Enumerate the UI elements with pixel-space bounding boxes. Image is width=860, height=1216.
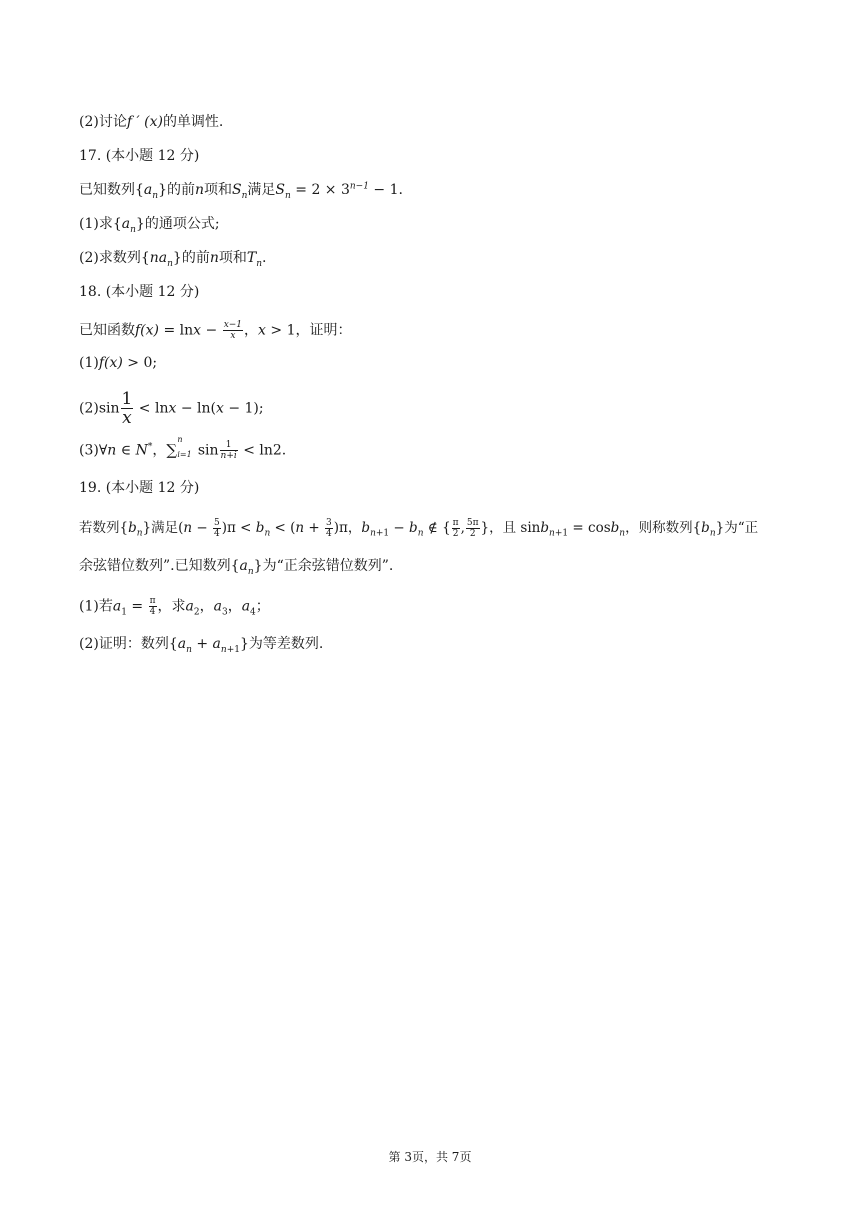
fraction: $\frac{5\pi}{2}$ bbox=[466, 518, 479, 539]
fraction: $\frac{1}{n+i}$ bbox=[220, 440, 237, 461]
q17-part2: (2)求数列$\{na_n\}$的前n项和$T_n$. bbox=[79, 250, 267, 269]
derivative-expr: f ′ (x) bbox=[126, 114, 163, 130]
fraction: $\frac{\pi}{4}$ bbox=[149, 596, 156, 617]
page-footer: 第 3页，共 7页 bbox=[388, 1150, 472, 1164]
q19-part2: (2)证明：数列$\{a_n + a_{n+1}\}$为等差数列. bbox=[79, 636, 324, 655]
fraction: $\frac{1}{x}$ bbox=[121, 389, 133, 428]
q18-part1: (1)f(x) > 0; bbox=[79, 355, 158, 371]
q18-header: 18. (本小题 12 分) bbox=[79, 284, 200, 300]
q17-stem: 已知数列$\{a_n\}$的前n项和$S_n$满足$S_n = 2 \times 3^{n-1} - 1$. bbox=[79, 181, 403, 201]
q17-header: 17. (本小题 12 分) bbox=[79, 148, 200, 164]
q16-part2: (2)讨论f ′ (x)的单调性. bbox=[79, 114, 224, 130]
fraction: $\frac{5}{4}$ bbox=[214, 518, 220, 539]
q19-header: 19. (本小题 12 分) bbox=[79, 480, 200, 496]
q19-stem-line1: 若数列$\{b_n\}$满足(n − $\frac{5}{4}$ )$\pi < b_n < (n$ + $\frac{3}{4}$ )π，$b_{n+1} - b_n$ ∉ { $\frac{\pi}{2}$ , $\frac{5\pi}{2}$ }，且 sinb$_{n+1}$ = cosb$_n$，则称数列$\{b_n\}$为“正 bbox=[79, 518, 759, 539]
fraction: $\frac{\pi}{2}$ bbox=[452, 518, 459, 539]
q19-stem-line2: 余弦错位数列”.已知数列$\{a_n\}$为“正余弦错位数列”. bbox=[79, 558, 394, 577]
q18-part3: (3)∀n ∈ N*，∑ n i=1 sin $\frac{1}{n+i}$ < ln2. bbox=[79, 435, 287, 461]
q17-part1: (1)求$\{a_n\}$的通项公式; bbox=[79, 216, 220, 235]
fraction: $\frac{3}{4}$ bbox=[326, 518, 332, 539]
q19-part1: (1)若$a_1$ = $\frac{\pi}{4}$ ，求$a_2$，$a_3$，$a_4$； bbox=[79, 596, 270, 618]
q18-part2: (2)sin $\frac{1}{x}$ < lnx − ln(x − 1); bbox=[79, 389, 264, 428]
summation-symbol: ∑ n i=1 bbox=[166, 435, 192, 459]
q18-stem: 已知函数f(x) = lnx − $\frac{x-1}{x}$ ，x > 1，证明： bbox=[79, 320, 352, 341]
fraction: $\frac{x-1}{x}$ bbox=[223, 320, 243, 341]
